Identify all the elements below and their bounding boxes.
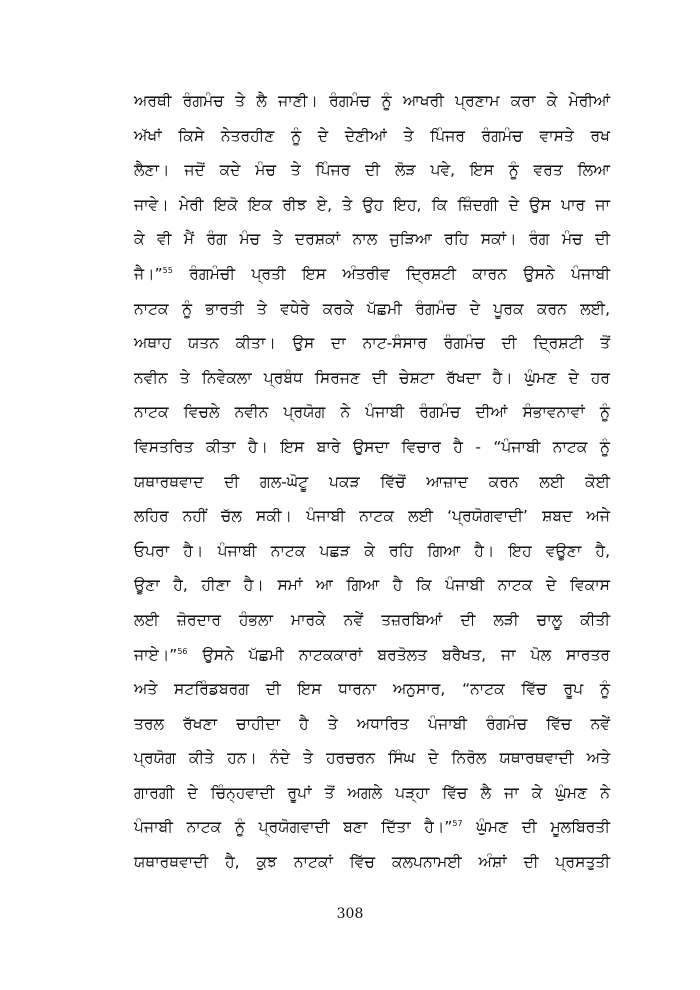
text-fragment: ਉਸਨੇ ਪੱਛਮੀ ਨਾਟਕਕਾਰਾਂ ਬਰਤੋਲਤ ਬਰੈਖਤ, ਜਾ ਪੋਲ ਸਾਰਤਰ bbox=[187, 645, 610, 664]
text-line bbox=[134, 257, 610, 292]
text-fragment: ਜੈ।” bbox=[134, 264, 163, 283]
text-line: ਅੱਖਾਂ ਕਿਸੇ ਨੇਤਰਹੀਣ ਨੂੰ ਦੇ ਦੇਣੀਆਂ ਤੇ ਪਿੰਜਰ ਰੰਗਮੰਚ ਵਾਸਤੇ ਰਖ bbox=[134, 126, 610, 145]
text-fragment: ਪੰਜਾਬੀ ਨਾਟਕ ਨੂੰ ਪ੍ਰਯੋਗਵਾਦੀ ਬਣਾ ਦਿੱਤਾ ਹੈ।” bbox=[134, 818, 453, 837]
text-line: ਲੈਣਾ। ਜਦੋਂ ਕਦੇ ਮੰਚ ਤੇ ਪਿੰਜਰ ਦੀ ਲੋੜ ਪਵੇ, ਇਸ ਨੂੰ ਵਰਤ ਲਿਆ bbox=[134, 161, 610, 180]
text-line: ਨਵੀਨ ਤੇ ਨਿਵੇਕਲਾ ਪ੍ਰਬੰਧ ਸਿਰਜਣ ਦੀ ਚੇਸ਼ਟਾ ਰੱਖਦਾ ਹੈ। ਘੁੰਮਣ ਦੇ ਹਰ bbox=[134, 368, 610, 387]
text-line: ਅਥਾਹ ਯਤਨ ਕੀਤਾ। ਉਸ ਦਾ ਨਾਟ-ਸੰਸਾਰ ਰੰਗਮੰਚ ਦੀ ਦ੍ਰਿਸ਼ਟੀ ਤੋਂ bbox=[134, 334, 610, 353]
text-line: ਕੇ ਵੀ ਮੈਂ ਰੰਗ ਮੰਚ ਤੇ ਦਰਸ਼ਕਾਂ ਨਾਲ ਜੁੜਿਆ ਰਹਿ ਸਕਾਂ। ਰੰਗ ਮੰਚ ਦੀ bbox=[134, 230, 610, 249]
text-line: ਜਾਵੇ। ਮੇਰੀ ਇਕੋ ਇਕ ਰੀਝ ਏ, ਤੇ ਉਹ ਇਹ, ਕਿ ਜ਼ਿੰਦਗੀ ਦੇ ਉਸ ਪਾਰ ਜਾ bbox=[134, 195, 610, 214]
page-number: 308 bbox=[336, 906, 364, 922]
text-fragment: ਜਾਏ।” bbox=[134, 645, 178, 664]
body-text bbox=[134, 84, 610, 880]
text-line: ਅਤੇ ਸਟਰਿੰਡਬਰਗ ਦੀ ਇਸ ਧਾਰਨਾ ਅਨੁਸਾਰ, “ਨਾਟਕ ਵਿੱਚ ਰੂਪ ਨੂੰ bbox=[134, 680, 610, 699]
text-fragment: ਘੁੰਮਣ ਦੀ ਮੂਲਬਿਰਤੀ bbox=[462, 818, 610, 837]
footnote-ref: 57 bbox=[452, 819, 463, 829]
footnote-ref: 56 bbox=[177, 646, 188, 656]
text-line bbox=[134, 638, 610, 673]
text-line: ਊਣਾ ਹੈ, ਹੀਣਾ ਹੈ। ਸਮਾਂ ਆ ਗਿਆ ਹੈ ਕਿ ਪੰਜਾਬੀ ਨਾਟਕ ਦੇ ਵਿਕਾਸ bbox=[134, 576, 610, 595]
text-line bbox=[134, 810, 610, 845]
text-line: ਗਾਰਗੀ ਦੇ ਚਿੰਨ੍ਹਵਾਦੀ ਰੂਪਾਂ ਤੋਂ ਅਗਲੇ ਪੜ੍ਹਾ ਵਿੱਚ ਲੈ ਜਾ ਕੇ ਘੁੰਮਣ ਨੇ bbox=[134, 783, 610, 802]
footnote-ref: 55 bbox=[162, 265, 173, 275]
text-line: ਨਾਟਕ ਨੂੰ ਭਾਰਤੀ ਤੇ ਵਧੇਰੇ ਕਰਕੇ ਪੱਛਮੀ ਰੰਗਮੰਚ ਦੇ ਪੂਰਕ ਕਰਨ ਲਈ, bbox=[134, 299, 610, 318]
text-line: ਯਥਾਰਥਵਾਦ ਦੀ ਗਲ-ਘੋਟੂ ਪਕੜ ਵਿੱਚੋਂ ਆਜ਼ਾਦ ਕਰਨ ਲਈ ਕੋਈ bbox=[134, 472, 610, 491]
text-line: ਅਰਥੀ ਰੰਗਮੰਚ ਤੇ ਲੈ ਜਾਣੀ। ਰੰਗਮੰਚ ਨੂੰ ਆਖਰੀ ਪ੍ਰਣਾਮ ਕਰਾ ਕੇ ਮੇਰੀਆਂ bbox=[134, 92, 610, 110]
text-line: ਪ੍ਰਯੋਗ ਕੀਤੇ ਹਨ। ਨੰਦੇ ਤੇ ਹਰਚਰਨ ਸਿੰਘ ਦੇ ਨਿਰੋਲ ਯਥਾਰਥਵਾਦੀ ਅਤੇ bbox=[134, 749, 610, 768]
text-line: ਯਥਾਰਥਵਾਦੀ ਹੈ, ਕੁਝ ਨਾਟਕਾਂ ਵਿੱਚ ਕਲਪਨਾਮਈ ਅੰਸ਼ਾਂ ਦੀ ਪ੍ਰਸਤੁਤੀ bbox=[134, 853, 610, 872]
text-line: ਲਈ ਜ਼ੋਰਦਾਰ ਹੰਭਲਾ ਮਾਰਕੇ ਨਵੇਂ ਤਜ਼ਰਬਿਆਂ ਦੀ ਲੜੀ ਚਾਲੂ ਕੀਤੀ bbox=[134, 610, 610, 629]
text-line: ਵਿਸਤਰਿਤ ਕੀਤਾ ਹੈ। ਇਸ ਬਾਰੇ ਉਸਦਾ ਵਿਚਾਰ ਹੈ - “ਪੰਜਾਬੀ ਨਾਟਕ ਨੂੰ bbox=[134, 437, 610, 456]
text-line: ਓਪਰਾ ਹੈ। ਪੰਜਾਬੀ ਨਾਟਕ ਪਛੜ ਕੇ ਰਹਿ ਗਿਆ ਹੈ। ਇਹ ਵਊਣਾ ਹੈ, bbox=[134, 541, 610, 560]
text-line: ਤਰਲ ਰੱਖਣਾ ਚਾਹੀਦਾ ਹੈ ਤੇ ਅਧਾਰਿਤ ਪੰਜਾਬੀ ਰੰਗਮੰਚ ਵਿੱਚ ਨਵੇਂ bbox=[134, 714, 610, 733]
text-line: ਨਾਟਕ ਵਿਚਲੇ ਨਵੀਨ ਪ੍ਰਯੋਗ ਨੇ ਪੰਜਾਬੀ ਰੰਗਮੰਚ ਦੀਆਂ ਸੰਭਾਵਨਾਵਾਂ ਨੂੰ bbox=[134, 403, 610, 422]
text-fragment: ਰੰਗਮੰਚੀ ਪ੍ਰਤੀ ਇਸ ਅੰਤਰੀਵ ਦ੍ਰਿਸ਼ਟੀ ਕਾਰਨ ਉਸਨੇ ਪੰਜਾਬੀ bbox=[172, 264, 610, 283]
text-line: ਲਹਿਰ ਨਹੀਂ ਚੱਲ ਸਕੀ। ਪੰਜਾਬੀ ਨਾਟਕ ਲਈ ‘ਪ੍ਰਯੋਗਵਾਦੀ’ ਸ਼ਬਦ ਅਜੇ bbox=[134, 507, 610, 526]
